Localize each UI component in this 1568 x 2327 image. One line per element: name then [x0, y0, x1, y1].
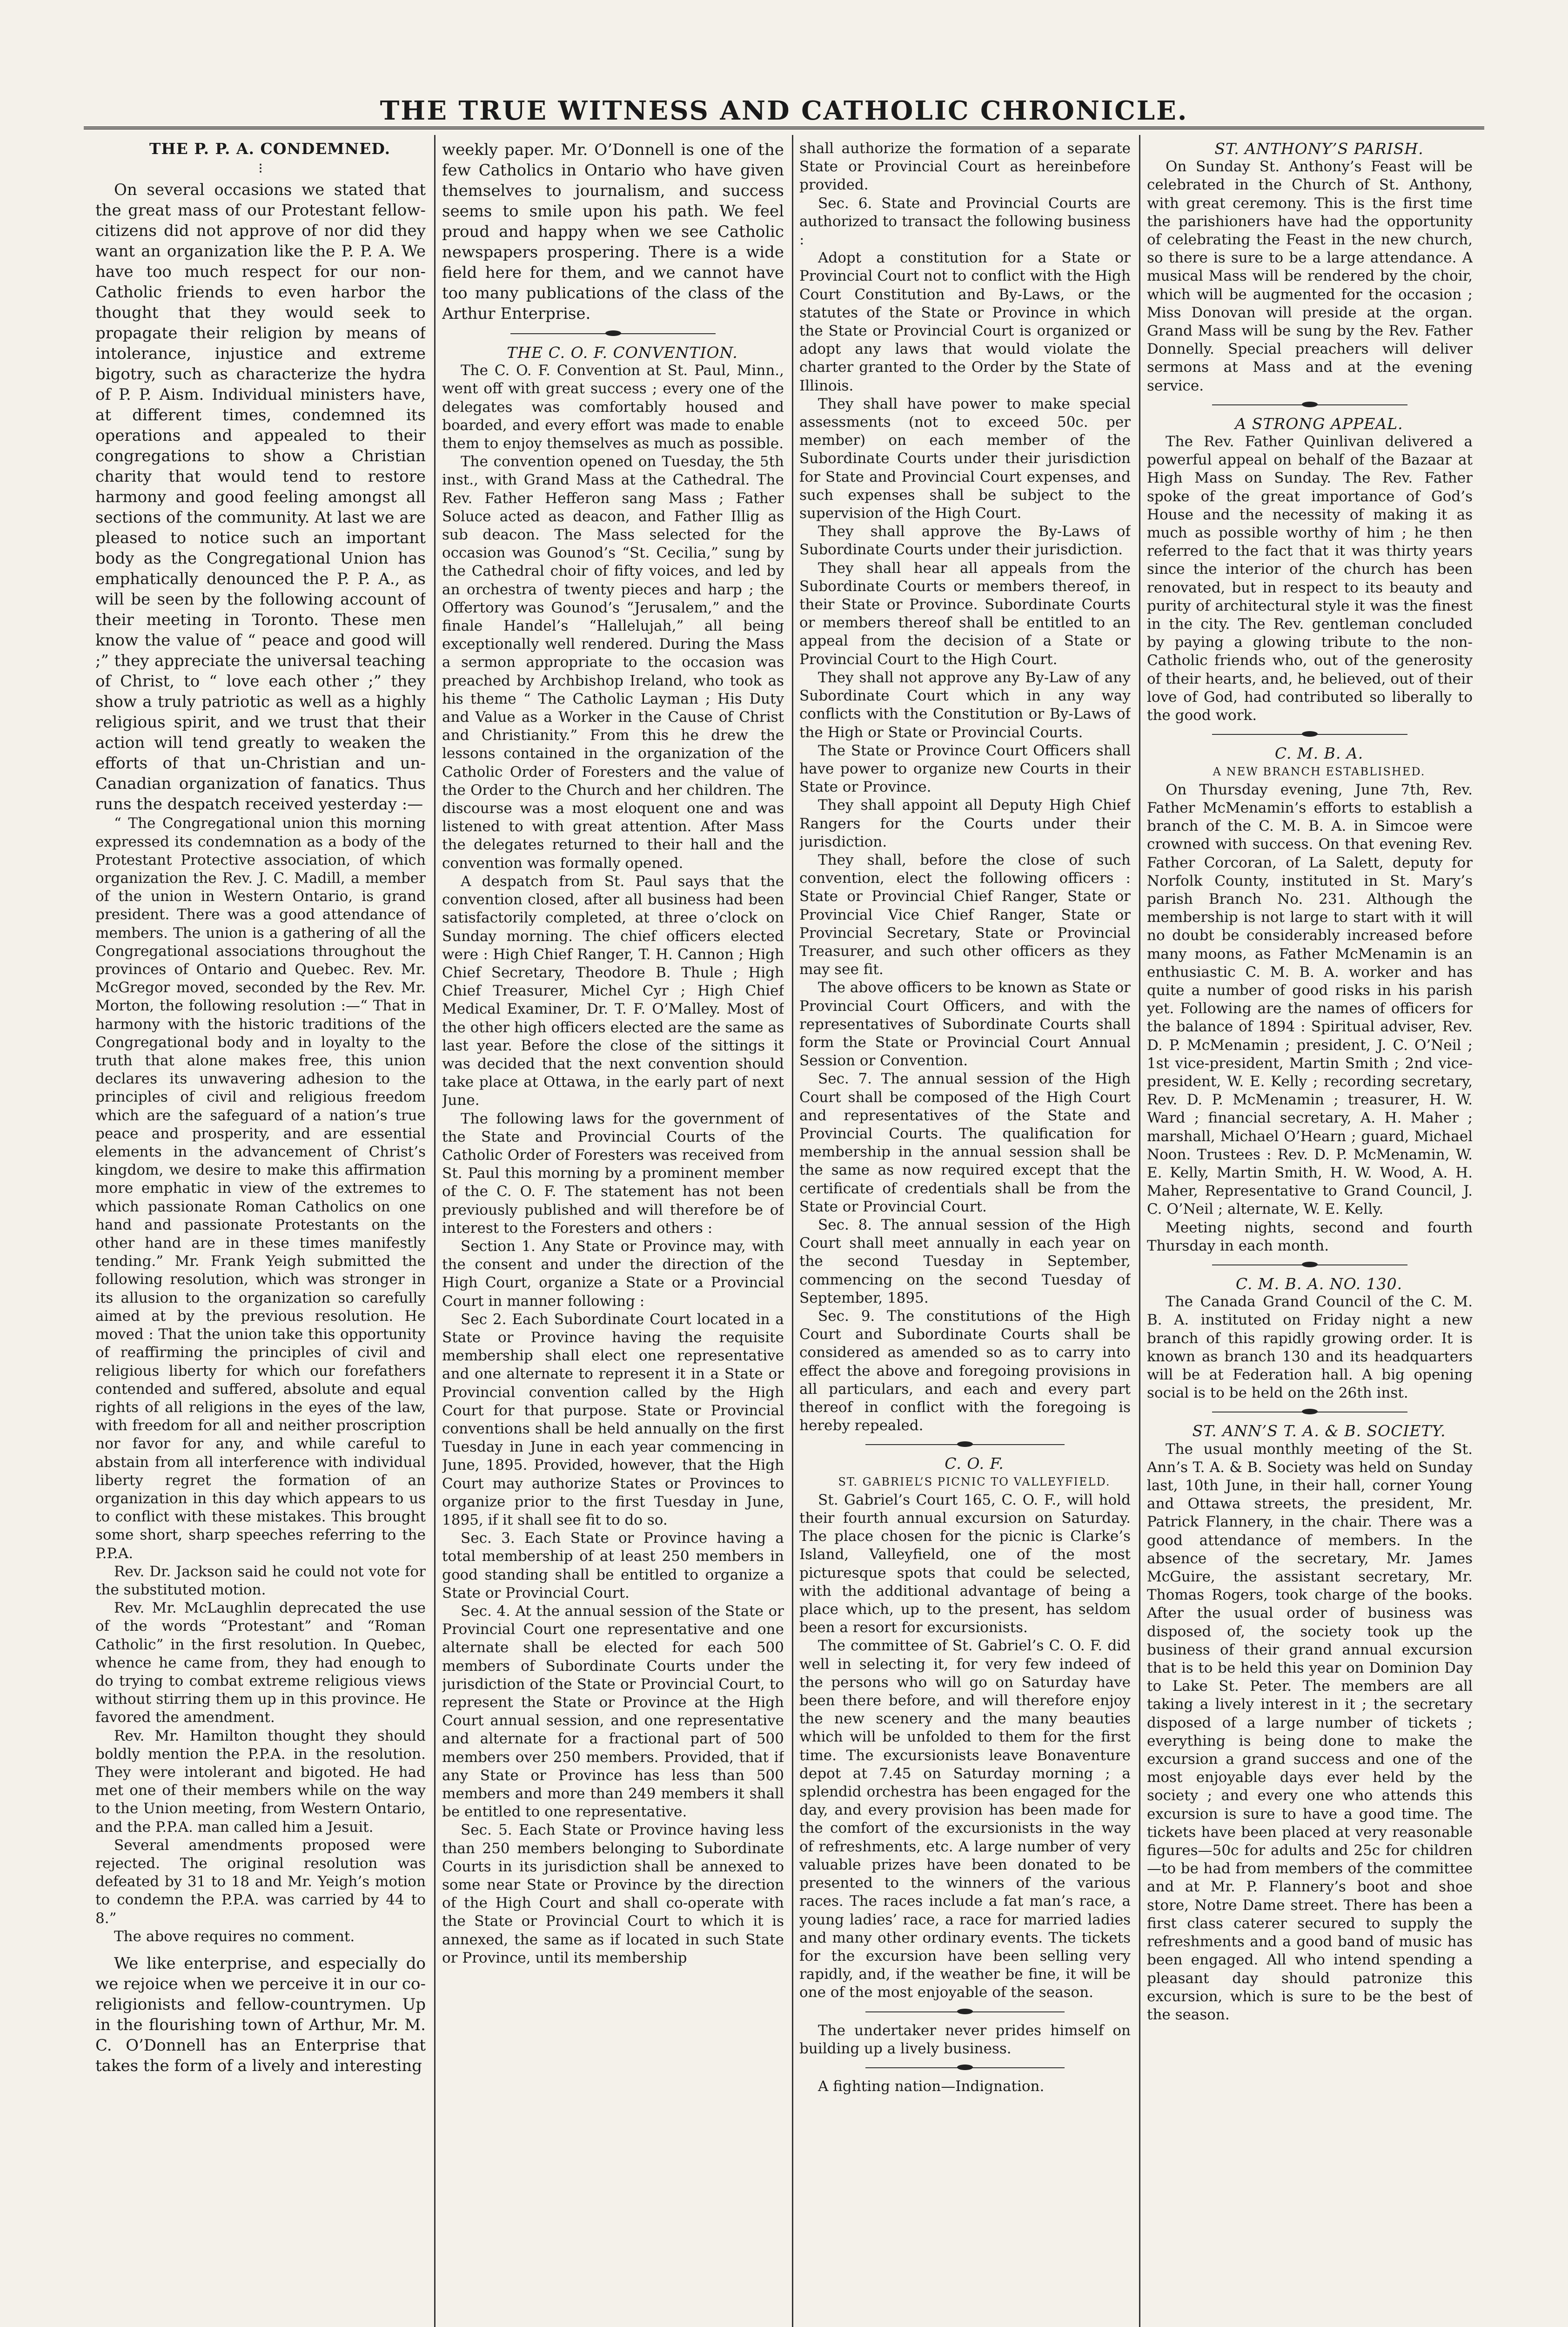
article-paragraph: Meeting nights, second and fourth Thursday in each month. [1147, 1219, 1473, 1254]
article-paragraph: The C. O. F. Convention at St. Paul, Minn., went off with great success ; every one of the delegates was comfortably housed and boarded, and every effort was made to enable them to enjoy themselves as much as possible. [442, 362, 784, 452]
column-rule [434, 135, 436, 2327]
article-paragraph: The State or Province Court Officers shall have power to organize new Courts in their State or Province. [799, 742, 1131, 796]
article-paragraph: Rev. Mr. Hamilton thought they should boldly mention the P.P.A. in the resolution. They were intolerant and bigoted. He had met one of their members while on the way to the Union meeting, from Western Ontario, and the P.P.A. man called him a Jesuit. [95, 1727, 426, 1836]
article-paragraph: Section 1. Any State or Province may, with the consent and under the direction of the High Court, organize a State or a Provincial Court in manner following : [442, 1237, 784, 1310]
article-paragraph: A fighting nation—Indignation. [818, 2078, 1045, 2095]
section-divider [1147, 731, 1473, 738]
article-paragraph: They shall, before the close of such convention, elect the following officers : State or Provincial Chief Ranger, State or Provincial Vice Chief Ranger, State or Provincial Secretary, State or Provincial Treasurer, and such other officers as they may see fit. [799, 851, 1131, 978]
column-rule [1139, 135, 1140, 2327]
section-divider [442, 330, 784, 337]
article-paragraph: Sec 2. Each Subordinate Court located in a State or Province having the requisite membership shall elect one representative and one alternate to represent it in a State or Provincial convention called by the High Court for that purpose. State or Provincial conventions shall be held annually on the first Tuesday in June in each year commencing in June, 1895. Provided, however, that the High Court may authorize States or Provinces to organize prior to the first Tuesday in June, 1895, if it shall see fit to do so. [442, 1311, 784, 1528]
article-paragraph: Sec. 9. The constitutions of the High Court and Subordinate Courts shall be considered as amended so as to carry into effect the above and foregoing provisions in all particulars, and each and every part thereof in conflict with the foregoing is hereby repealed. [799, 1308, 1131, 1434]
article-paragraph: A despatch from St. Paul says that the convention closed, after all business had been satisfactorily completed, at three o’clock on Sunday morning. The chief officers elected were : High Chief Ranger, T. H. Cannon ; High Chief Secretary, Theodore B. Thule ; High Chief Treasurer, Michel Cyr ; High Chief Medical Examiner, Dr. T. F. O’Malley. Most of the other high officers elected are the same as last year. Before the close of the sittings it was decided that the next convention should take place at Ottawa, in the early part of next June. [442, 873, 784, 1109]
section-subheading: A NEW BRANCH ESTABLISHED. [1213, 765, 1426, 778]
section-heading: ST. ANTHONY’S PARISH. [1214, 140, 1424, 158]
article-paragraph: The Rev. Father Quinlivan delivered a powerful appeal on behalf of the Bazaar at High Mass on Sunday. The Rev. Father spoke of the great importance of God’s House and the necessity of making it as much as possible worthy of him ; he then referred to the fact that it was thirty years since the interior of the church has been renovated, but in respect to its beauty and purity of architectural style it was the finest in the city. The Rev. gentleman concluded by paying a glowing tribute to the non-Catholic friends who, out of the generosity of their hearts, and, he believed, out of their love of God, had contributed so liberally to the good work. [1147, 433, 1473, 724]
article-paragraph: They shall have power to make special assessments (not to exceed 50c. per member) on each member of the Subordinate Courts under their jurisdiction for State and Provincial Court expenses, and such expenses shall be subject to the supervision of the High Court. [799, 395, 1131, 522]
article-paragraph: They shall not approve any By-Law of any Subordinate Court which in any way conflicts with the Constitution or By-Laws of the High or State or Provincial Courts. [799, 669, 1131, 741]
column-4 [1147, 140, 1473, 2327]
section-subheading: ST. GABRIEL’S PICNIC TO VALLEYFIELD. [838, 1475, 1111, 1488]
article-paragraph: Rev. Dr. Jackson said he could not vote for the substituted motion. [95, 1563, 426, 1598]
article-paragraph: Adopt a constitution for a State or Provincial Court not to conflict with the High Court Constitution and By-Laws, or the statutes of the State or Province in which the State or Provincial Court is organized or adopt any laws that would violate the charter granted to the Order by the State of Illinois. [799, 249, 1131, 394]
article-paragraph: The above requires no comment. [114, 1928, 355, 1945]
section-heading: C. M. B. A. [1274, 744, 1364, 763]
article-paragraph: Sec. 3. Each State or Province having a total membership of at least 250 members in good standing shall be entitled to organize a State or Provincial Court. [442, 1530, 784, 1601]
article-paragraph: Rev. Mr. McLaughlin deprecated the use of the words “Protestant” and “Roman Catholic” in the first resolution. In Quebec, whence he came from, they had enough to do trying to combat extreme religious views without stirring them up in this province. He favored the amendment. [95, 1600, 426, 1726]
article-paragraph: The Canada Grand Council of the C. M. B. A. instituted on Friday night a new branch of this rapidly growing order. It is known as branch 130 and its headquarters will be at Federation hall. A big opening social is to be held on the 26th inst. [1147, 1293, 1473, 1402]
article-paragraph: Sec. 6. State and Provincial Courts are authorized to transact the following business : [799, 195, 1131, 249]
article-paragraph: We like enterprise, and especially do we rejoice when we perceive it in our co-religionists and fellow-countrymen. Up in the flourishing town of Arthur, Mr. M. C. O’Donnell has an Enterprise that takes the form of a lively and interesting [95, 1954, 426, 2075]
article-paragraph: The convention opened on Tuesday, the 5th inst., with Grand Mass at the Cathedral. The Rev. Father Hefferon sang Mass ; Father Soluce acted as deacon, and Father Illig as sub deacon. The Mass selected for the occasion was Gounod’s “St. Cecilia,” sung by the Cathedral choir of fifty voices, and led by an orchestra of twenty pieces and harp ; the Offertory was Gounod’s “Jerusalem,” and the finale Handel’s “Hallelujah,” all being exceptionally well rendered. During the Mass a sermon appropriate to the occasion was preached by Archbishop Ireland, who took as his theme “ The Catholic Layman ; His Duty and Value as a Worker in the Cause of Christ and Christianity.” From this he drew the lessons contained in the organization of the Catholic Order of Foresters and the value of the Order to the Church and her children. The discourse was a most eloquent one and was listened to with great attention. After Mass the delegates returned to their hall and the convention was formally opened. [442, 453, 784, 872]
article-paragraph: Sec. 4. At the annual session of the State or Provincial Court one representative and one alternate shall be elected for each 500 members of Subordinate Courts under the jurisdiction of the State or Provincial Court, to represent the State or Province at the High Court annual session, and one representative and alternate for a fractional part of 500 members over 250 members. Provided, that if any State or Province has less than 500 members and more than 249 members it shall be entitled to one representative. [442, 1603, 784, 1821]
article-paragraph: Sec. 8. The annual session of the High Court shall meet annually in each year on the second Tuesday in September, commencing on the second Tuesday of September, 1895. [799, 1216, 1131, 1306]
article-paragraph: The committee of St. Gabriel’s C. O. F. did well in selecting it, for very few indeed of the persons who will go on Saturday have been there before, and will therefore enjoy the new scenery and the many beauties which will be unfolded to them for the first time. The excursionists leave Bonaventure depot at 7.45 on Saturday morning ; a splendid orchestra has been engaged for the day, and every provision has been made for the comfort of the excursionists in the way of refreshments, etc. A large number of very valuable prizes have been donated to be presented to the winners of the various races. The races include a fat man’s race, a young ladies’ race, a race for married ladies and many other ordinary events. The tickets for the excursion have been selling very rapidly, and, if the weather be fine, it will be one of the most enjoyable of the season. [799, 1637, 1131, 2001]
article-paragraph: The undertaker never prides himself on building up a lively business. [799, 2022, 1131, 2057]
section-divider [799, 2065, 1131, 2071]
section-divider [1147, 402, 1473, 408]
section-divider [1147, 1409, 1473, 1415]
masthead-title: THE TRUE WITNESS AND CATHOLIC CHRONICLE. [380, 95, 1188, 126]
article-paragraph: shall authorize the formation of a separate State or Provincial Court as hereinbefore provided. [799, 140, 1131, 194]
article-paragraph: The above officers to be known as State or Provincial Court Officers, and with the representatives of Subordinate Courts shall form the State or Provincial Court Annual Session or Convention. [799, 979, 1131, 1069]
article-paragraph: Sec. 5. Each State or Province having less than 250 members belonging to Subordinate Courts in its jurisdiction shall be annexed to some near State or Province by the direction of the High Court and shall co-operate with the State or Provincial Court to which it is annexed, the same as if located in such State or Province, until its membership [442, 1822, 784, 1966]
article-paragraph: On Sunday St. Anthony’s Feast will be celebrated in the Church of St. Anthony, with great ceremony. This is the first time the parishioners have had the opportunity of celebrating the Feast in the new church, so there is sure to be a large attendance. A musical Mass will be rendered by the choir, which will be augmented for the occasion ; Miss Donovan will preside at the organ. Grand Mass will be sung by the Rev. Father Donnelly. Special preachers will deliver sermons at Mass and at the evening service. [1147, 158, 1473, 394]
article-paragraph: On Thursday evening, June 7th, Rev. Father McMenamin’s efforts to establish a branch of the C. M. B. A. in Simcoe were crowned with success. On that evening Rev. Father Corcoran, of La Salett, deputy for Norfolk County, instituted in St. Mary’s parish Branch No. 231. Although the membership is not large to start with it will no doubt be considerably increased before many moons, as Father McMenamin is an enthusiastic C. M. B. A. worker and has quite a number of good risks in his parish yet. Following are the names of officers for the balance of 1894 : Spiritual adviser, Rev. D. P. McMenamin ; president, J. C. O’Neil ; 1st vice-president, Martin Smith ; 2nd vice-president, W. E. Kelly ; recording secretary, Rev. D. P. McMenamin ; treasurer, H. W. Ward ; financial secretary, A. H. Maher ; marshall, Michael O’Hearn ; guard, Michael Noon. Trustees : Rev. D. P. McMenamin, W. E. Kelly, Martin Smith, H. W. Wood, A. H. Maher, Representative to Grand Council, J. C. O’Neil ; alternate, W. E. Kelly. [1147, 781, 1473, 1218]
article-paragraph: Sec. 7. The annual session of the High Court shall be composed of the High Court and representatives of the State and Provincial Courts. The qualification for membership in the annual session shall be the same as now required except that the certificate of credentials shall be from the State or Provincial Court. [799, 1070, 1131, 1215]
section-heading: THE C. O. F. CONVENTION. [507, 343, 738, 362]
section-heading: A STRONG APPEAL. [1235, 414, 1403, 433]
article-paragraph: “ The Congregational union this morning expressed its condemnation as a body of the Protestant Protective association, of which organization the Rev. J. C. Madill, a member of the union in Western Ontario, is grand president. There was a good attendance of members. The union is a gathering of all the Congregational associations throughout the provinces of Ontario and Quebec. Rev. Mr. McGregor moved, seconded by the Rev. Mr. Morton, the following resolution :—“ That in harmony with the historic traditions of the Congregational body and in loyalty to the truth that alone makes free, this union declares its unwavering adhesion to the principles of civil and religious freedom which are the safeguard of a nation’s true peace and prosperity, and are essential elements in the advancement of Christ’s kingdom, we desire to make this affirmation more emphatic in view of the extremes to which passionate Roman Catholics on one hand and passionate Protestants on the other hand are in these times manifestly tending.” Mr. Frank Yeigh submitted the following resolution, which was stronger in its allusion to the organization so carefully aimed at by the previous resolution. He moved : That the union take this opportunity of reaffirming the principles of civil and religious liberty for which our forefathers contended and suffered, absolute and equal rights of all religions in the eyes of the law, with freedom for all and neither proscription nor favor for any, and while careful to abstain from all interference with individual liberty regret the formation of an organization in this day which appears to us to conflict with these mistakes. This brought some short, sharp speeches referring to the P.P.A. [95, 815, 426, 1562]
section-heading: C. M. B. A. NO. 130. [1235, 1274, 1403, 1293]
article-paragraph: They shall hear all appeals from the Subordinate Courts or members thereof, in their State or Province. Subordinate Courts or members thereof shall be entitled to an appeal from the decision of a State or Provincial Court to the High Court. [799, 559, 1131, 668]
section-heading: ST. ANN’S T. A. & B. SOCIETY. [1192, 1422, 1446, 1440]
article-paragraph: They shall appoint all Deputy High Chief Rangers for the Courts under their jurisdiction. [799, 797, 1131, 850]
section-divider [799, 2009, 1131, 2015]
column-1 [95, 140, 426, 2327]
article-paragraph: The usual monthly meeting of the St. Ann’s T. A. & B. Society was held on Sunday last, 10th June, in their hall, corner Young and Ottawa streets, the president, Mr. Patrick Flannery, in the chair. There was a good attendance of members. In the absence of the secretary, Mr. James McGuire, the assistant secretary, Mr. Thomas Rogers, took charge of the books. After the usual order of business was disposed of, the society took up the business of their grand annual excursion that is to be held this year on Dominion Day to Lake St. Peter. The members are all taking a lively interest in it ; the secretary disposed of a large number of tickets ; everything is being done to make the excursion a grand success and one of the most enjoyable days ever held by the society ; and every one who attends this excursion is sure to have a good time. The tickets have been placed at very reasonable figures—50c for adults and 25c for children—to be had from members of the committee and at Mr. P. Flannery’s boot and shoe store, Notre Dame street. There has been a first class caterer secured to supply the refreshments and a good band of music has been engaged. All who intend spending a pleasant day should patronize this excursion, which is sure to be the best of the season. [1147, 1440, 1473, 2023]
column-2 [442, 140, 784, 2327]
article-paragraph: St. Gabriel’s Court 165, C. O. F., will hold their fourth annual excursion on Saturday. The place chosen for the picnic is Clarke’s Island, Valleyfield, one of the most picturesque spots that could be selected, with the additional advantage of being a place which, up to the present, has seldom been a resort for excursionists. [799, 1491, 1131, 1636]
article-paragraph: On several occasions we stated that the great mass of our Protestant fellow-citizens did not approve of nor did they want an organization like the P. P. A. We have too much respect for our non-Catholic friends to even harbor the thought that they would seek to propagate their religion by means of intolerance, injustice and extreme bigotry, such as characterize the hydra of P. P. Aism. Individual ministers have, at different times, condemned its operations and appealed to their congregations to show a Christian charity that would tend to restore harmony and good feeling amongst all sections of the community. At last we are pleased to notice such an important body as the Congregational Union has emphatically denounced the P. P. A., as will be seen by the following account of their meeting in Toronto. These men know the value of “ peace and good will ;” they appreciate the universal teaching of Christ, to “ love each other ;” they show a truly patriotic as well as a highly religious spirit, and we trust that their action will tend greatly to weaken the efforts of that un-Christian and un-Canadian organization of fanatics. Thus runs the despatch received yesterday :— [95, 181, 426, 814]
article-paragraph: Several amendments proposed were rejected. The original resolution was defeated by 31 to 18 and Mr. Yeigh’s motion to condemn the P.P.A. was carried by 44 to 8.” [95, 1836, 426, 1927]
headline-ornament: ⁝ [258, 160, 263, 177]
column-3 [799, 140, 1131, 2327]
column-rule [792, 135, 793, 2327]
article-paragraph: weekly paper. Mr. O’Donnell is one of the few Catholics in Ontario who have given themselves to journalism, and success seems to smile upon his path. We feel proud and happy when we see Catholic newspapers prospering. There is a wide field here for them, and we cannot have too many publications of the class of the Arthur Enterprise. [442, 141, 784, 323]
section-heading: C. O. F. [945, 1454, 1004, 1473]
masthead-rule [84, 127, 1484, 129]
section-divider [1147, 1262, 1473, 1268]
section-divider [799, 1441, 1131, 1448]
article-headline: THE P. P. A. CONDEMNED. [149, 140, 391, 158]
article-paragraph: They shall approve the By-Laws of Subordinate Courts under their jurisdiction. [799, 523, 1131, 558]
article-paragraph: The following laws for the government of the State and Provincial Courts of the Catholic Order of Foresters was received from St. Paul this morning by a prominent member of the C. O. F. The statement has not been previously published and will therefore be of interest to the Foresters and others : [442, 1110, 784, 1237]
